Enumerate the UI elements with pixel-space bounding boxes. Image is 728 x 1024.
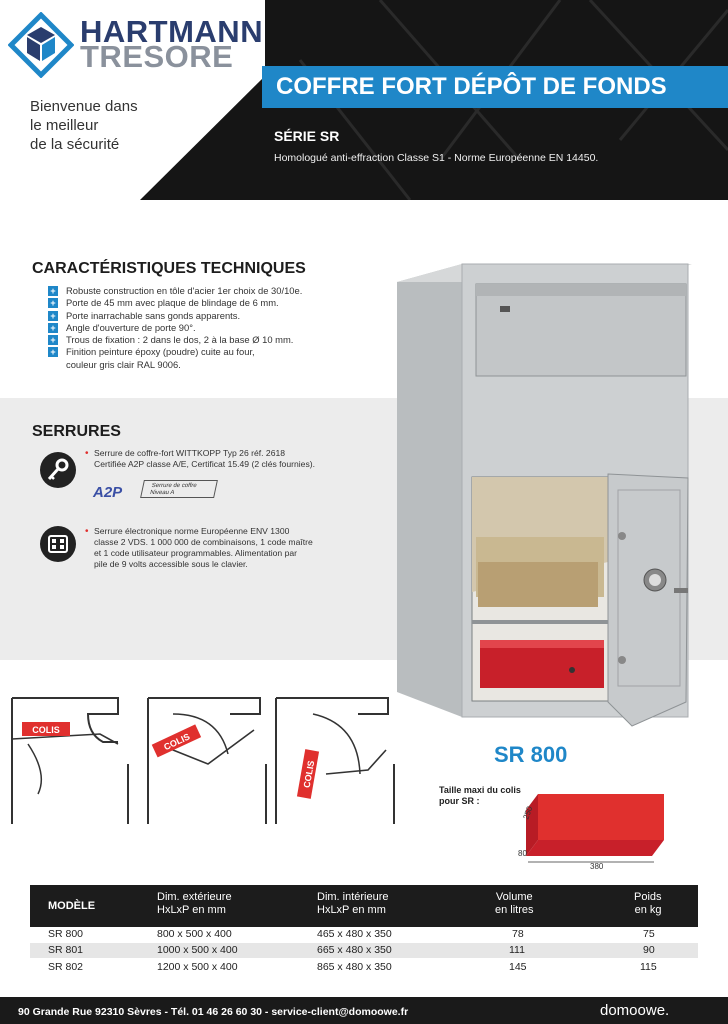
header-line: en litres (495, 904, 534, 916)
locks-section-title: SERRURES (32, 423, 121, 440)
plus-icon: + (48, 335, 58, 345)
homologation-text: Homologué anti-effraction Classe S1 - Norme Européenne EN 14450. (274, 152, 599, 164)
col-header-int (317, 891, 389, 917)
cell-model: SR 800 (48, 928, 84, 940)
cell-model: SR 802 (48, 961, 84, 973)
parcel-size-line: pour SR : (439, 796, 480, 806)
dim-width: 380 (590, 862, 604, 870)
cell-weight: 75 (643, 928, 655, 940)
dim-depth: 80 (518, 849, 527, 858)
page-header (0, 0, 728, 200)
plus-icon: + (48, 298, 58, 308)
lock2-line: Serrure électronique norme Européenne ENV 1300 (94, 526, 290, 536)
lock2-description (85, 526, 313, 570)
colis-label: COLIS (301, 759, 317, 789)
list-item-text: Trous de fixation : 2 dans le dos, 2 à la base Ø 10 mm. (66, 334, 294, 346)
tech-section-title: CARACTÉRISTIQUES TECHNIQUES (32, 260, 306, 277)
cell-weight: 90 (643, 944, 655, 956)
lock2-line: pile de 9 volts accessible sous le clavier. (94, 559, 248, 569)
header-line: Poids (634, 891, 662, 903)
page-title: COFFRE FORT DÉPÔT DE FONDS (276, 73, 667, 100)
product-name: SR 800 (494, 742, 568, 767)
lock2-line: classe 2 VDS. 1 000 000 de combinaisons, 1 code maître (94, 537, 313, 547)
list-item-text: Robuste construction en tôle d'acier 1er choix de 30/10e. (66, 285, 303, 296)
list-item-text: couleur gris clair RAL 9006. (66, 358, 181, 370)
table-row (30, 943, 698, 958)
cell-weight: 115 (640, 961, 657, 973)
tech-features-list (48, 285, 302, 371)
table-header (30, 885, 698, 927)
lock1-description (85, 448, 315, 470)
deposit-diagrams (8, 694, 400, 854)
a2p-tag-line: Serrure de coffre (151, 483, 198, 489)
footer-contact: 90 Grande Rue 92310 Sèvres - Tél. 01 46 26 60 30 - service-client@domoowe.fr (18, 1006, 409, 1018)
a2p-logo: A2P (93, 484, 123, 501)
col-header-volume (495, 891, 534, 917)
list-item (48, 285, 302, 297)
plus-icon: + (48, 286, 58, 296)
col-header-ext (157, 891, 232, 917)
lock1-line: Certifiée A2P classe A/E, Certificat 15.49 (2 clés fournies). (94, 459, 315, 469)
cell-int: 465 x 480 x 350 (317, 928, 392, 940)
list-item-text: Porte inarrachable sans gonds apparents. (66, 309, 241, 321)
header-line: HxLxP en mm (157, 904, 226, 916)
key-icon (40, 452, 76, 488)
table-row (30, 927, 698, 942)
lock2-line: et 1 code utilisateur programmables. Alimentation par (94, 548, 298, 558)
bullet-icon: • (85, 448, 89, 459)
safe-illustration (392, 262, 697, 732)
cell-volume: 78 (512, 928, 524, 940)
cell-int: 865 x 480 x 350 (317, 961, 392, 973)
list-item (48, 310, 302, 322)
welcome-text (30, 97, 138, 154)
bullet-icon: • (85, 526, 89, 537)
header-line: Dim. extérieure (157, 891, 232, 903)
table-row (30, 960, 698, 975)
cell-ext: 1200 x 500 x 400 (157, 961, 238, 973)
list-item-text: Porte de 45 mm avec plaque de blindage de 6 mm. (66, 297, 279, 309)
hartmann-logo-icon (8, 12, 74, 78)
col-header-weight (634, 891, 662, 917)
parcel-size-label (439, 785, 521, 807)
cell-ext: 800 x 500 x 400 (157, 928, 232, 940)
list-item-text: Finition peinture époxy (poudre) cuite au four, (66, 346, 255, 358)
cell-ext: 1000 x 500 x 400 (157, 944, 238, 956)
header-line: en kg (634, 904, 662, 916)
list-item-text: Angle d'ouverture de porte 90°. (66, 321, 196, 333)
dim-height: 250 (521, 805, 535, 821)
diagram-step3 (276, 698, 394, 824)
list-item (48, 359, 302, 371)
header-line: HxLxP en mm (317, 904, 386, 916)
parcel-size-line: Taille maxi du colis (439, 785, 521, 795)
cell-int: 665 x 480 x 350 (317, 944, 392, 956)
plus-icon: + (48, 311, 58, 321)
footer-brand-logo: domoowe. (600, 1002, 670, 1019)
col-header-model: MODÈLE (48, 900, 96, 912)
brand-name-line1: HARTMANN (80, 14, 264, 49)
keypad-icon (40, 526, 76, 562)
brand-name-line2: TRESORE (80, 39, 234, 74)
list-item (48, 322, 302, 334)
header-line: Dim. intérieure (317, 891, 389, 903)
cell-volume: 111 (509, 944, 525, 956)
welcome-line: Bienvenue dans (30, 98, 138, 115)
plus-icon: + (48, 323, 58, 333)
list-item (48, 334, 302, 346)
list-item (48, 297, 302, 309)
a2p-tag (140, 480, 218, 498)
cell-volume: 145 (509, 961, 527, 973)
series-title: SÉRIE SR (274, 128, 340, 144)
welcome-line: de la sécurité (30, 136, 120, 153)
cell-model: SR 801 (48, 944, 84, 956)
diagram-step2 (148, 698, 266, 824)
diagram-step1 (12, 698, 128, 824)
lock1-line: Serrure de coffre-fort WITTKOPP Typ 26 réf. 2618 (94, 448, 286, 458)
plus-icon: + (48, 347, 58, 357)
colis-label: COLIS (32, 725, 60, 735)
welcome-line: le meilleur (30, 117, 99, 134)
header-line: Volume (495, 891, 533, 903)
list-item (48, 346, 302, 358)
a2p-tag-line: Niveau A (149, 490, 175, 496)
colis-label: COLIS (162, 731, 192, 753)
parcel-box-diagram (518, 790, 678, 870)
